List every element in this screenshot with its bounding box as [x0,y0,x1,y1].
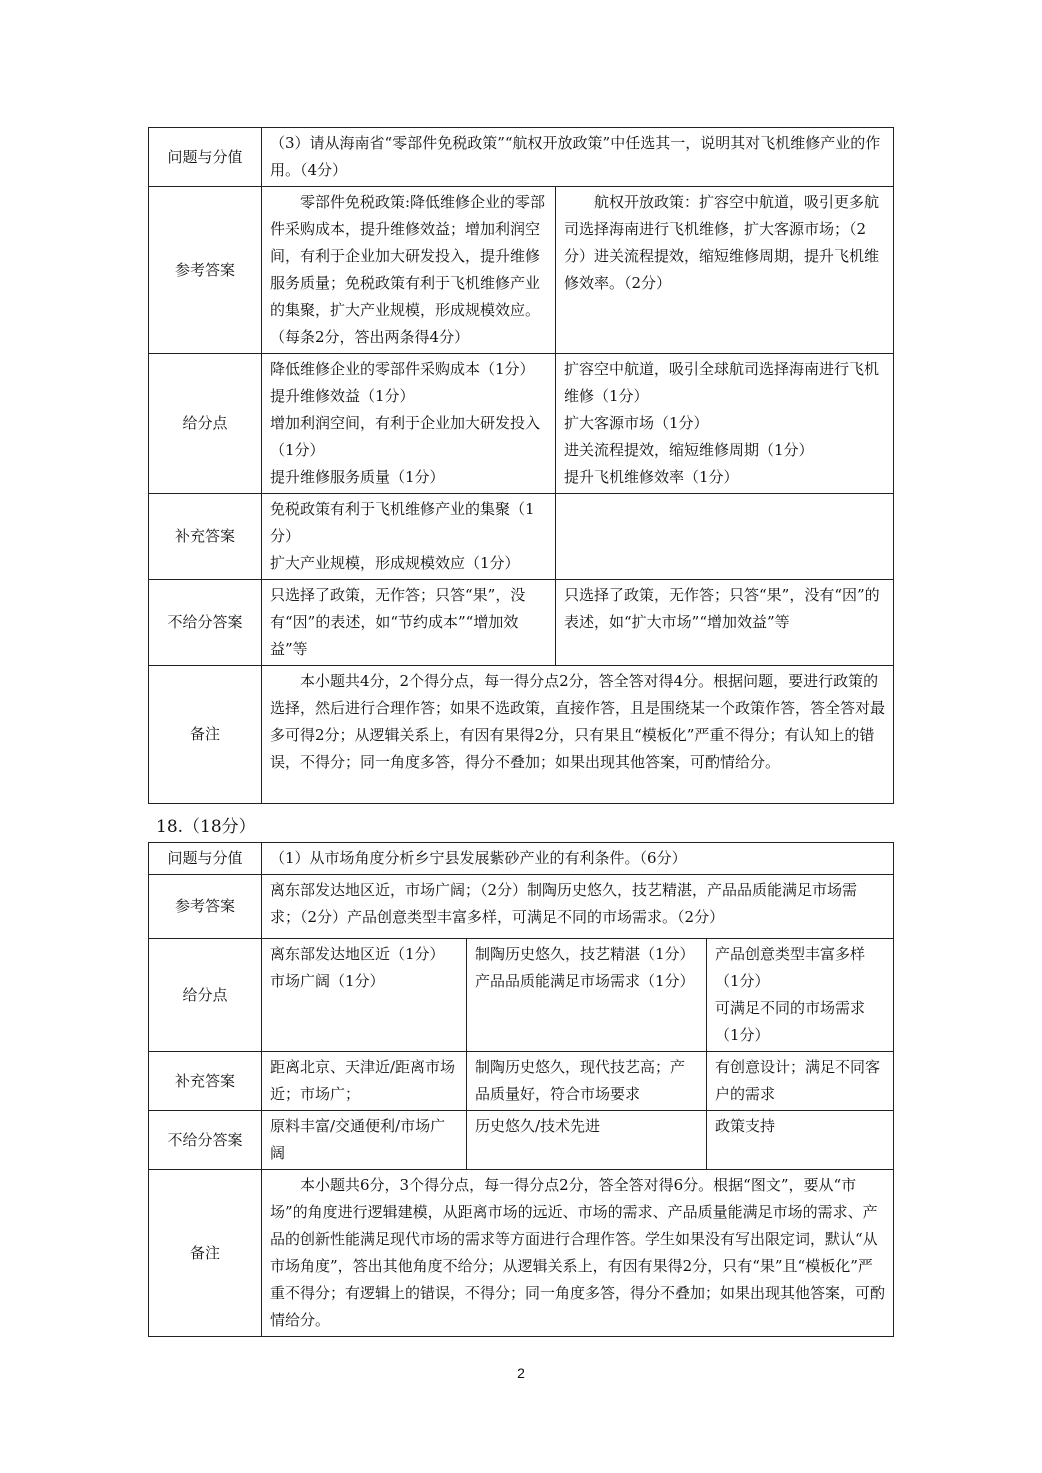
point-item: 产品创意类型丰富多样（1分） [715,945,866,990]
point-item: 增加利润空间，有利于企业加大研发投入（1分） [270,414,541,459]
no-score-col1: 原料丰富/交通便利/市场广阔 [262,1111,467,1170]
question-text: （3）请从海南省“零部件免税政策”“航权开放政策”中任选其一，说明其对飞机维修产业的作用。（4分） [262,128,894,187]
no-score-col2: 历史悠久/技术先进 [467,1111,707,1170]
point-item: 离东部发达地区近（1分） [270,945,445,963]
no-score-label: 不给分答案 [149,580,262,666]
points-col1 [262,939,467,1052]
supplement-item: 扩大产业规模，形成规模效应（1分） [270,554,520,572]
no-score-col3: 政策支持 [707,1111,894,1170]
point-item: 制陶历史悠久，技艺精湛（1分） [475,945,695,963]
supplement-col2: 制陶历史悠久，现代技艺高；产品质量好，符合市场要求 [467,1052,707,1111]
page-number: 2 [517,1365,525,1381]
points-left [262,354,556,494]
point-item: 降低维修企业的零部件采购成本（1分） [270,360,535,378]
no-score-left: 只选择了政策，无作答；只答“果”，没有“因”的表述，如“节约成本”“增加效益”等 [262,580,556,666]
scoring-table-q17-3 [148,127,894,804]
question-text: （1）从市场角度分析乡宁县发展紫砂产业的有利条件。（6分） [262,843,894,875]
question-18-heading: 18.（18分） [156,817,256,837]
note-text: 本小题共4分，2个得分点，每一得分点2分，答全答对得4分。根据问题，要进行政策的选择，然后进行合理作答；如果不选政策，直接作答，且是围绕某一个政策作答，答全答对最多可得2分；从逻辑关系上，有因有果得2分，只有果且“模板化”严重不得分；有认知上的错误，不得分；同一角度多答，得分不叠加；如果出现其他答案，可酌情给分。 [262,666,894,804]
answer-label: 参考答案 [149,875,262,939]
answer-left: 零部件免税政策:降低维修企业的零部件采购成本，提升维修效益；增加利润空间，有利于企业加大研发投入，提升维修服务质量；免税政策有利于飞机维修产业的集聚，扩大产业规模，形成规模效应。（每条2分，答出两条得4分） [262,187,556,354]
point-item: 产品品质能满足市场需求（1分） [475,972,695,990]
point-item: 提升维修服务质量（1分） [270,468,445,486]
scoring-table-q18-1 [148,842,894,1337]
points-right [556,354,894,494]
points-label: 给分点 [149,939,262,1052]
question-label: 问题与分值 [149,843,262,875]
answer-label: 参考答案 [149,187,262,354]
note-label: 备注 [149,1170,262,1337]
question-label: 问题与分值 [149,128,262,187]
point-item: 可满足不同的市场需求（1分） [715,999,866,1044]
supplement-col1: 距离北京、天津近/距离市场近；市场广； [262,1052,467,1111]
no-score-right: 只选择了政策，无作答；只答“果”，没有“因”的表述，如“扩大市场”“增加效益”等 [556,580,894,666]
supplement-left [262,494,556,580]
supplement-col3: 有创意设计；满足不同客户的需求 [707,1052,894,1111]
note-text: 本小题共6分，3个得分点，每一得分点2分，答全答对得6分。根据“图文”，要从“市场”的角度进行逻辑建模，从距离市场的远近、市场的需求、产品质量能满足市场的需求、产品的创新性能满足现代市场的需求等方面进行合理作答。学生如果没有写出限定词，默认“从市场角度”，答出其他角度不给分；从逻辑关系上，有因有果得2分，只有“果”且“模板化”严重不得分；有逻辑上的错误，不得分；同一角度多答，得分不叠加；如果出现其他答案，可酌情给分。 [262,1170,894,1337]
no-score-label: 不给分答案 [149,1111,262,1170]
points-col3 [707,939,894,1052]
supplement-label: 补充答案 [149,494,262,580]
point-item: 市场广阔（1分） [270,972,385,990]
note-label: 备注 [149,666,262,804]
point-item: 扩容空中航道，吸引全球航司选择海南进行飞机维修（1分） [564,360,880,405]
point-item: 提升维修效益（1分） [270,387,415,405]
point-item: 提升飞机维修效率（1分） [564,468,739,486]
supplement-item: 免税政策有利于飞机维修产业的集聚（1分） [270,500,535,545]
points-label: 给分点 [149,354,262,494]
answer-text: 离东部发达地区近，市场广阔；（2分）制陶历史悠久，技艺精湛，产品品质能满足市场需求；（2分）产品创意类型丰富多样，可满足不同的市场需求。（2分） [262,875,894,939]
points-col2 [467,939,707,1052]
point-item: 扩大客源市场（1分） [564,414,709,432]
answer-right: 航权开放政策：扩容空中航道，吸引更多航司选择海南进行飞机维修，扩大客源市场；（2分）进关流程提效，缩短维修周期，提升飞机维修效率。（2分） [556,187,894,354]
point-item: 进关流程提效，缩短维修周期（1分） [564,441,814,459]
supplement-label: 补充答案 [149,1052,262,1111]
supplement-right [556,494,894,580]
